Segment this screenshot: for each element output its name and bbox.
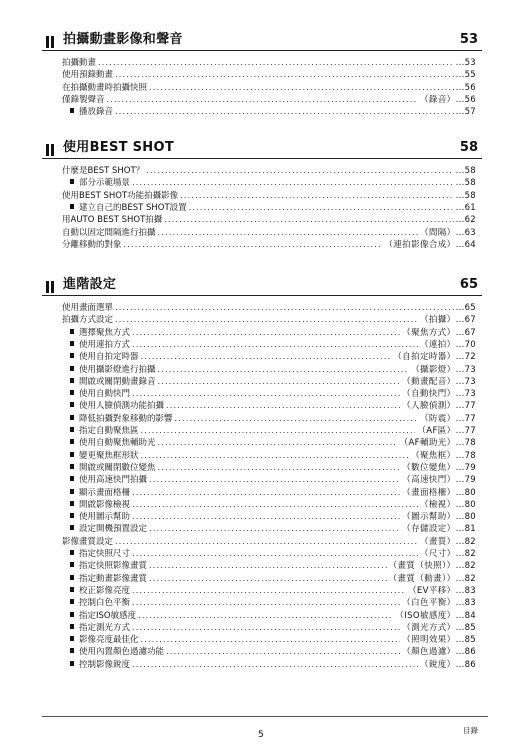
- toc-entry-page: ...82: [455, 561, 476, 572]
- bullet-square-icon: [70, 587, 74, 592]
- bullet-square-icon: [70, 562, 74, 567]
- toc-entry-menu-ref: （ISO敏感度）: [395, 610, 456, 621]
- dot-leader: [132, 499, 418, 511]
- bullet-square-icon: [70, 452, 74, 457]
- toc-entry-menu-ref: （聚焦方式）: [402, 327, 456, 338]
- bullet-square-icon: [70, 476, 74, 481]
- toc-entry-menu-ref: （畫質（快照））: [388, 561, 456, 572]
- toc-entry-page: ...80: [455, 512, 476, 523]
- toc-entry-page: ...67: [455, 327, 476, 338]
- toc-entry-label: 使用攝影燈進行拍攝: [79, 364, 156, 375]
- dot-leader: [158, 437, 398, 449]
- toc-entry-page: ...82: [455, 536, 476, 547]
- toc-entry-label: 設定開機預置設定: [79, 524, 148, 535]
- toc-entry-page: ...79: [455, 462, 476, 473]
- toc-subentry[interactable]: [70, 462, 476, 474]
- toc-entry-label: 使用自動聚焦輔助光: [79, 438, 156, 449]
- toc-entry-page: ...83: [455, 585, 476, 596]
- dot-leader: [158, 364, 410, 376]
- section-page-number: 53: [459, 32, 478, 47]
- toc-entry-page: ...77: [455, 413, 476, 424]
- bullet-square-icon: [70, 648, 74, 653]
- toc-entry-label: 指定自動聚焦區: [79, 426, 139, 436]
- section-header: [42, 277, 482, 296]
- dot-leader: [132, 177, 454, 189]
- toc-subentry[interactable]: [70, 364, 476, 376]
- bullet-square-icon: [70, 439, 74, 444]
- toc-entry-menu-ref: （照明效果）: [402, 635, 456, 646]
- dot-leader: [132, 487, 400, 499]
- toc-entry-label: 降低拍攝對象移動的影響: [79, 413, 173, 424]
- toc-subentry[interactable]: [70, 585, 476, 597]
- toc-entry-label: 影像畫質設定: [62, 536, 114, 547]
- bullet-square-icon: [70, 402, 74, 407]
- toc-entry[interactable]: [62, 302, 476, 314]
- toc-entry-label: 拍攝方式設定: [62, 315, 114, 326]
- toc-subentry[interactable]: [70, 437, 476, 449]
- dot-leader: [158, 227, 418, 239]
- toc-subentry[interactable]: [70, 351, 476, 363]
- toc-entry-page: ...83: [455, 598, 476, 609]
- toc-entry-menu-ref: （測光方式）: [402, 622, 456, 633]
- section-marker-icon: [46, 141, 56, 160]
- bullet-square-icon: [70, 661, 74, 666]
- toc-entry-menu-ref: （存儲設定）: [402, 524, 456, 535]
- toc-entry-label: 開啟影像檢視: [79, 499, 131, 510]
- toc-entry-page: ...85: [455, 635, 476, 646]
- toc-entry-label: 使用預錄動畫: [62, 70, 114, 81]
- bullet-square-icon: [70, 513, 74, 518]
- toc-entry-label: 指定快照影像畫質: [79, 561, 148, 572]
- dot-leader: [132, 659, 418, 671]
- toc-subentry[interactable]: [70, 622, 476, 634]
- toc-entry-label: 顯示畫面格柵: [79, 487, 131, 498]
- dot-leader: [175, 413, 418, 425]
- toc-subentry[interactable]: [70, 487, 476, 499]
- bullet-square-icon: [70, 489, 74, 494]
- toc-entry-page: ...67: [455, 315, 476, 326]
- dot-leader: [132, 388, 400, 400]
- section-header: [42, 140, 482, 159]
- dot-leader: [141, 425, 416, 437]
- section-marker-icon: [46, 278, 56, 297]
- toc-entry-menu-ref: （自動快門）: [402, 389, 456, 400]
- toc-entry-label: 什麼是BEST SHOT？: [62, 166, 145, 176]
- dot-leader: [124, 239, 383, 251]
- toc-entry-label: 使用圖示幫助: [79, 512, 131, 523]
- toc-entry-menu-ref: （拍攝）: [419, 315, 456, 326]
- toc-entry-menu-ref: （錄音）: [419, 94, 456, 105]
- toc-subentry[interactable]: [70, 511, 476, 523]
- toc-entry-page: ...57: [455, 107, 476, 118]
- bullet-square-icon: [70, 366, 74, 371]
- toc-entry-menu-ref: （人臉偵測）: [402, 401, 456, 412]
- bullet-square-icon: [70, 390, 74, 395]
- toc-entry-menu-ref: （AF區）: [417, 426, 456, 436]
- toc-entry[interactable]: [62, 239, 476, 251]
- bullet-square-icon: [70, 612, 74, 617]
- dot-leader: [158, 376, 401, 388]
- toc-entry-menu-ref: （連拍影像合成）: [384, 239, 456, 250]
- dot-leader: [115, 69, 454, 81]
- bullet-square-icon: [70, 624, 74, 629]
- toc-entry-page: ...58: [455, 190, 476, 201]
- toc-entry[interactable]: [62, 94, 476, 106]
- dot-leader: [132, 585, 406, 597]
- toc-subentry[interactable]: [70, 450, 476, 462]
- toc-entry-menu-ref: （高速快門）: [402, 475, 456, 486]
- toc-entry-page: ...85: [455, 622, 476, 633]
- toc-subentry[interactable]: [70, 177, 476, 189]
- toc-entry-page: ...78: [455, 438, 476, 449]
- toc-entry-page: ...58: [455, 178, 476, 189]
- dot-leader: [149, 523, 400, 535]
- dot-leader: [115, 536, 418, 548]
- toc-entry-page: ...86: [455, 647, 476, 658]
- toc-entry-menu-ref: （檢視）: [419, 499, 456, 510]
- toc-entry-menu-ref: （間隔）: [419, 227, 456, 238]
- bullet-square-icon: [70, 464, 74, 469]
- toc-entry-page: ...64: [455, 239, 476, 250]
- toc-entry[interactable]: [62, 82, 476, 94]
- toc-entry-label: 變更聚焦框形狀: [79, 450, 139, 461]
- dot-leader: [141, 634, 401, 646]
- toc-subentry[interactable]: [70, 339, 476, 351]
- toc-subentry[interactable]: [70, 646, 476, 658]
- toc-entry-label: 使用高速快門拍攝: [79, 475, 148, 486]
- toc-entry-label: 使用畫面選單: [62, 303, 114, 313]
- section-page-number: 58: [459, 140, 478, 155]
- toc-entry-page: ...56: [455, 94, 476, 105]
- toc-entry-page: ...78: [455, 450, 476, 461]
- dot-leader: [180, 190, 453, 202]
- footer-rule: [42, 716, 488, 717]
- toc-entry-page: ...73: [455, 376, 476, 387]
- toc-subentry[interactable]: [70, 523, 476, 535]
- bullet-square-icon: [70, 550, 74, 555]
- bullet-square-icon: [70, 341, 74, 346]
- toc-entry-page: ...70: [455, 339, 476, 350]
- dot-leader: [132, 339, 418, 351]
- toc-entry-label: 開啟或關閉動畫錄音: [79, 376, 156, 387]
- toc-entry-label: 指定動畫影像畫質: [79, 573, 148, 584]
- dot-leader: [132, 548, 418, 560]
- bullet-square-icon: [70, 329, 74, 334]
- section-page-number: 65: [459, 277, 478, 292]
- toc-subentry[interactable]: [70, 413, 476, 425]
- toc-entry-page: ...72: [455, 352, 476, 363]
- toc-entry[interactable]: [62, 227, 476, 239]
- toc-entry-label: 校正影像亮度: [79, 585, 131, 596]
- dot-leader: [115, 314, 418, 326]
- footer-label: 目錄: [463, 726, 478, 735]
- dot-leader: [132, 622, 400, 634]
- toc-entry[interactable]: [62, 536, 476, 548]
- toc-entry-page: ...82: [455, 549, 476, 559]
- dot-leader: [166, 646, 400, 658]
- dot-leader: [189, 202, 454, 214]
- toc-entry-label: 使用BEST SHOT功能拍攝影像: [62, 190, 179, 201]
- toc-entry-menu-ref: （畫面格柵）: [402, 487, 456, 498]
- toc-entry-label: 僅錄製聲音: [62, 94, 105, 105]
- toc-entry-page: ...82: [455, 573, 476, 584]
- section-title: 拍攝動畫影像和聲音: [63, 32, 183, 47]
- bullet-square-icon: [70, 575, 74, 580]
- toc-entry-label: 在拍攝動畫時拍攝快照: [62, 82, 148, 93]
- toc-entry-menu-ref: （銳度）: [419, 659, 456, 670]
- toc-entry-label: 開啟或關閉數位變焦: [79, 462, 156, 473]
- dot-leader: [149, 82, 454, 94]
- toc-subentry[interactable]: [70, 202, 476, 214]
- toc-entry-label: 播放錄音: [79, 107, 114, 118]
- toc-entry-page: ...79: [455, 475, 476, 486]
- toc-entry-page: ...62: [455, 215, 476, 226]
- section-marker-icon: [46, 33, 56, 52]
- toc-entry-label: 使用人臉偵測功能拍攝: [79, 401, 165, 412]
- footer-page-number: 5: [258, 730, 264, 740]
- bullet-square-icon: [70, 204, 74, 209]
- toc-entry-label: 分離移動的對象: [62, 239, 122, 250]
- dot-leader: [141, 450, 410, 462]
- toc-entry-label: 使用自拍定時器: [79, 352, 139, 363]
- toc-subentry[interactable]: [70, 659, 476, 671]
- bullet-square-icon: [70, 108, 74, 113]
- bullet-square-icon: [70, 525, 74, 530]
- toc-subentry[interactable]: [70, 597, 476, 609]
- toc-entry-menu-ref: （EV平移）: [407, 585, 456, 596]
- dot-leader: [149, 573, 387, 585]
- toc-subentry[interactable]: [70, 327, 476, 339]
- toc-entry-page: ...86: [455, 659, 476, 670]
- toc-entry[interactable]: [62, 314, 476, 326]
- toc-entry-page: ...55: [455, 70, 476, 81]
- toc-entry-label: 影像亮度最佳化: [79, 635, 139, 646]
- toc-entry-page: ...80: [455, 487, 476, 498]
- section-header: [42, 32, 482, 51]
- toc-entry-label: 部分示範場景: [79, 178, 131, 189]
- toc-entry-menu-ref: （連拍）: [419, 339, 456, 350]
- toc-entry-page: ...73: [455, 364, 476, 375]
- toc-entry-menu-ref: （動畫配音）: [402, 376, 456, 387]
- toc-entry[interactable]: [62, 190, 476, 202]
- dot-leader: [158, 462, 401, 474]
- bullet-square-icon: [70, 427, 74, 432]
- toc-entry-menu-ref: （畫質（動畫））: [388, 573, 456, 584]
- bullet-square-icon: [70, 636, 74, 641]
- bullet-square-icon: [70, 353, 74, 358]
- toc-entry[interactable]: [62, 57, 476, 69]
- dot-leader: [141, 351, 392, 363]
- toc-entry-label: 指定快照尺寸: [79, 549, 131, 559]
- toc-entry-label: 建立自己的BEST SHOT設置: [79, 202, 187, 213]
- section-title: 進階設定: [63, 277, 117, 292]
- dot-leader: [107, 94, 418, 106]
- bullet-square-icon: [70, 599, 74, 604]
- toc-entry-page: ...61: [455, 202, 476, 213]
- bullet-square-icon: [70, 378, 74, 383]
- toc-entry-label: 使用自動快門: [79, 389, 131, 400]
- toc-entry[interactable]: [62, 214, 476, 226]
- toc-subentry[interactable]: [70, 376, 476, 388]
- toc-entry-page: ...80: [455, 499, 476, 510]
- toc-entry-label: 選擇聚焦方式: [79, 327, 131, 338]
- toc-entry-page: ...63: [455, 227, 476, 238]
- toc-entry-menu-ref: （尺寸）: [419, 549, 456, 559]
- toc-entry-label: 使用內置顏色過濾功能: [79, 647, 165, 658]
- toc-subentry[interactable]: [70, 499, 476, 511]
- section-title: 使用BEST SHOT: [63, 140, 175, 155]
- bullet-square-icon: [70, 179, 74, 184]
- toc-entry-page: ...77: [455, 426, 476, 436]
- toc-entry-label: 指定ISO敏感度: [79, 610, 137, 621]
- toc-subentry[interactable]: [70, 106, 476, 118]
- bullet-square-icon: [70, 501, 74, 506]
- dot-leader: [149, 474, 400, 486]
- toc-entry-menu-ref: （AF輔助光）: [399, 438, 456, 449]
- toc-entry-label: 自動以固定間隔進行拍攝: [62, 227, 156, 238]
- dot-leader: [164, 214, 453, 226]
- dot-leader: [115, 106, 454, 118]
- toc-entry-menu-ref: （攝影燈）: [411, 364, 456, 375]
- toc-entry-label: 控制影像銳度: [79, 659, 131, 670]
- toc-entry-page: ...65: [455, 303, 476, 313]
- toc-entry-page: ...53: [455, 58, 476, 68]
- toc-subentry[interactable]: [70, 388, 476, 400]
- toc-entry-page: ...77: [455, 401, 476, 412]
- toc-entry-menu-ref: （防震）: [419, 413, 456, 424]
- toc-entry-menu-ref: （畫質）: [419, 536, 456, 547]
- toc-entry-page: ...56: [455, 82, 476, 93]
- dot-leader: [132, 511, 400, 523]
- dot-leader: [149, 560, 387, 572]
- toc-entry-label: 用AUTO BEST SHOT拍攝: [62, 215, 163, 226]
- toc-subentry[interactable]: [70, 400, 476, 412]
- toc-entry-label: 使用連拍方式: [79, 339, 131, 350]
- dot-leader: [132, 597, 400, 609]
- toc-entry[interactable]: [62, 165, 476, 177]
- toc-subentry[interactable]: [70, 573, 476, 585]
- toc-entry-menu-ref: （顏色過濾）: [402, 647, 456, 658]
- toc-entry-menu-ref: （自拍定時器）: [393, 352, 456, 363]
- dot-leader: [132, 327, 400, 339]
- toc-entry-label: 指定測光方式: [79, 622, 131, 633]
- dot-leader: [138, 610, 393, 622]
- toc-subentry[interactable]: [70, 548, 476, 560]
- toc-entry-menu-ref: （白色平衡）: [402, 598, 456, 609]
- toc-entry-menu-ref: （圖示幫助）: [402, 512, 456, 523]
- dot-leader: [146, 165, 453, 177]
- dot-leader: [115, 302, 454, 314]
- toc-entry-page: ...73: [455, 389, 476, 400]
- toc-subentry[interactable]: [70, 425, 476, 437]
- toc-subentry[interactable]: [70, 634, 476, 646]
- toc-entry-label: 拍攝動畫: [62, 58, 97, 68]
- toc-entry-label: 控制白色平衡: [79, 598, 131, 609]
- toc-subentry[interactable]: [70, 610, 476, 622]
- toc-entry-page: ...58: [455, 166, 476, 176]
- toc-entry-menu-ref: （聚焦框）: [411, 450, 456, 461]
- bullet-square-icon: [70, 415, 74, 420]
- toc-entry-menu-ref: （數位變焦）: [402, 462, 456, 473]
- dot-leader: [166, 400, 400, 412]
- toc-entry[interactable]: [62, 69, 476, 81]
- toc-subentry[interactable]: [70, 560, 476, 572]
- toc-entry-page: ...84: [455, 610, 476, 621]
- dot-leader: [98, 57, 454, 69]
- toc-subentry[interactable]: [70, 474, 476, 486]
- toc-entry-page: ...81: [455, 524, 476, 535]
